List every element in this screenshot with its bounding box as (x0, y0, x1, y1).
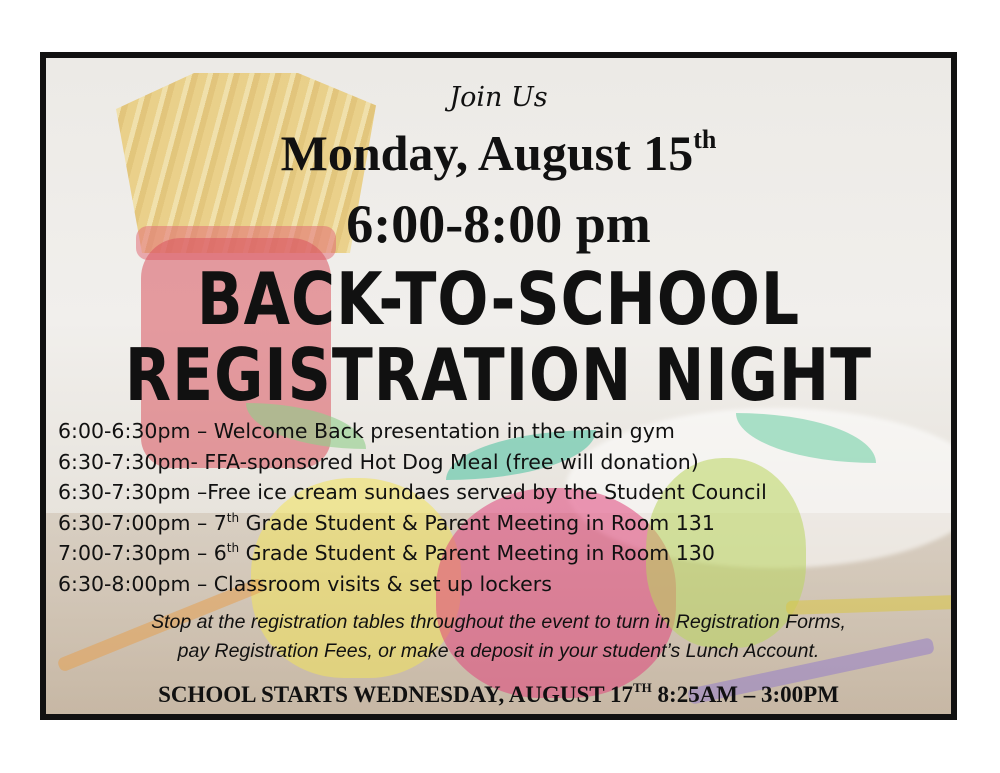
registration-note-line: pay Registration Fees, or make a deposit in your student’s Lunch Account. (177, 640, 820, 662)
schedule-text: – 6 (190, 541, 227, 566)
schedule-time: 6:30-7:00pm (58, 510, 191, 535)
schedule-text-after: Grade Student & Parent Meeting in Room 131 (239, 510, 715, 535)
schedule-text: – 7 (190, 510, 227, 535)
schedule-item (58, 447, 767, 478)
schedule-list (58, 416, 767, 600)
schedule-item (58, 569, 767, 600)
registration-note (46, 608, 951, 666)
schedule-item (58, 416, 767, 447)
school-starts-time: 8:25AM – 3:00PM (651, 682, 839, 707)
schedule-text: – Classroom visits & set up lockers (190, 571, 552, 596)
event-time: 6:00-8:00 pm (346, 194, 651, 254)
schedule-text: – Welcome Back presentation in the main gym (190, 419, 675, 443)
event-date-text: Monday, August 15 (280, 125, 694, 181)
schedule-time: 7:00-7:30pm (58, 541, 191, 566)
event-date (46, 125, 951, 181)
headline-back-to-school: BACK-TO-SCHOOL (196, 258, 801, 342)
schedule-item (58, 508, 767, 539)
schedule-ordinal: th (226, 510, 240, 525)
schedule-item (58, 477, 767, 508)
event-date-suffix: th (693, 125, 717, 154)
join-us-text: Join Us (449, 82, 548, 113)
schedule-text: –Free ice cream sundaes served by the Student Council (190, 480, 767, 505)
schedule-text: - FFA-sponsored Hot Dog Meal (free will donation) (190, 449, 699, 474)
schedule-text-after: Grade Student & Parent Meeting in Room 130 (239, 541, 715, 566)
headline-registration-night: REGISTRATION NIGHT (124, 334, 873, 418)
school-starts (46, 680, 951, 707)
registration-note-line: Stop at the registration tables throughout the event to turn in Registration Forms, (151, 611, 846, 633)
school-starts-text: SCHOOL STARTS WEDNESDAY, AUGUST 17 (158, 682, 633, 707)
schedule-time: 6:30-8:00pm (58, 571, 191, 596)
flyer-content (46, 58, 951, 714)
schedule-time: 6:30-7:30pm (58, 449, 191, 474)
flyer-frame (40, 52, 957, 720)
schedule-time: 6:30-7:30pm (58, 480, 191, 505)
schedule-item (58, 538, 767, 569)
schedule-ordinal: th (226, 541, 240, 556)
schedule-time: 6:00-6:30pm (58, 419, 191, 443)
school-starts-suffix: TH (632, 680, 652, 695)
